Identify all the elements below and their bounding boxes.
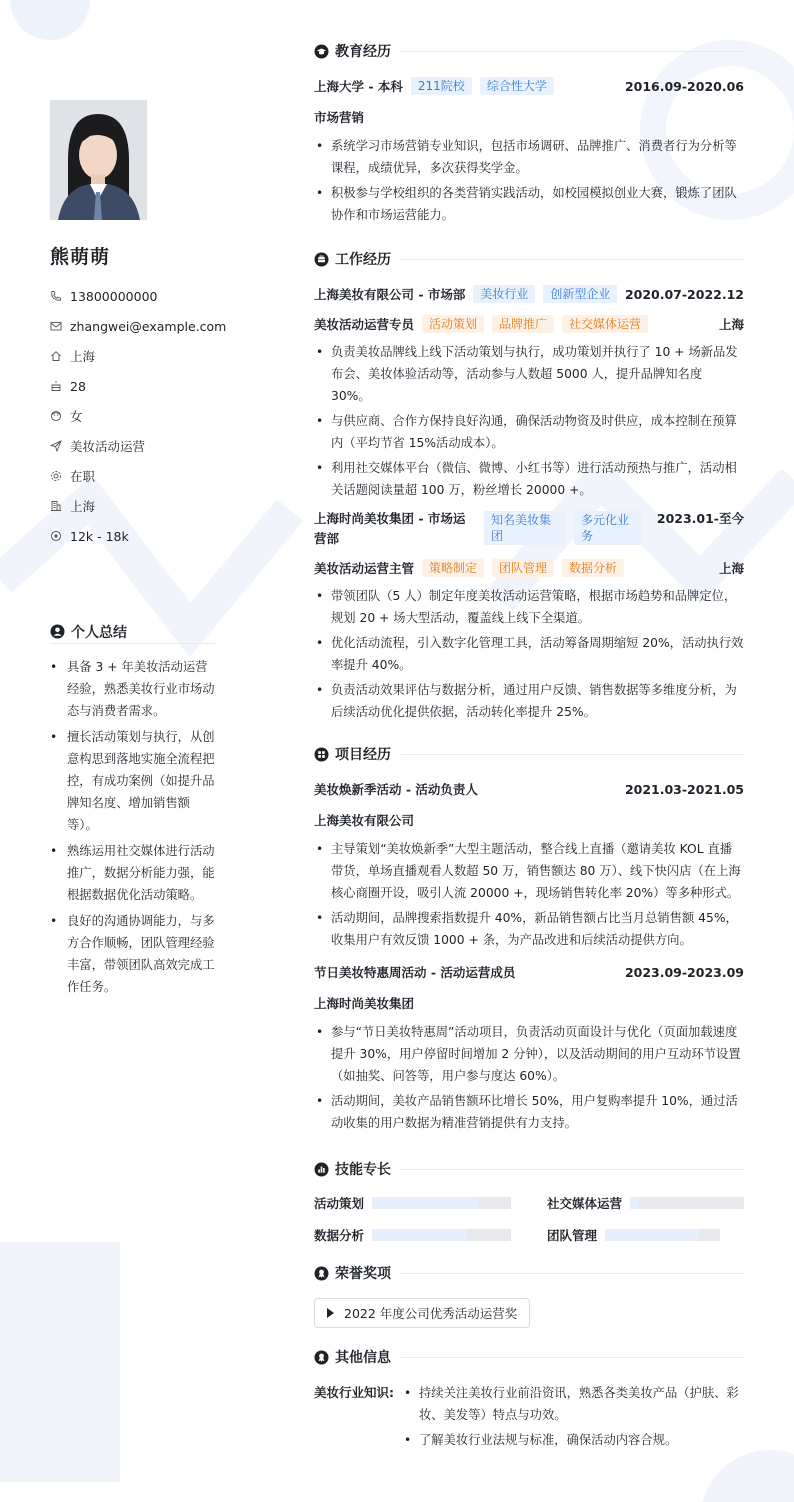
send-icon	[50, 440, 62, 452]
company-tag: 知名美妆集团	[484, 511, 566, 545]
main-content	[314, 40, 744, 1454]
profile-sidebar	[50, 100, 227, 551]
education-title-text: 教育经历	[335, 44, 391, 60]
age-icon	[50, 380, 62, 392]
list-item: • 负责活动效果评估与数据分析，通过用户反馈、销售数据等多维度分析，为后续活动优化提供依据，活动转化率提升 25%。	[314, 679, 744, 723]
list-item: • 负责美妆品牌线上线下活动策划与执行，成功策划并执行了 10 + 场新品发布会、美妆体验活动等，活动参与人数超 5000 人，提升品牌知名度 30%。	[314, 341, 744, 407]
summary-section	[50, 624, 215, 1002]
work-city-text: 上海	[70, 499, 96, 514]
status-text: 在职	[70, 469, 96, 484]
award-item	[314, 1298, 530, 1328]
graduation-cap-icon	[314, 44, 329, 59]
job-details	[314, 341, 744, 501]
gender-text: 女	[70, 409, 83, 424]
other-info-row	[314, 1382, 744, 1454]
age-text: 28	[70, 378, 86, 394]
info-age	[50, 371, 215, 401]
education-header	[314, 77, 744, 95]
project-name: 节日美妆特惠周活动 - 活动运营成员	[314, 965, 516, 980]
education-details	[314, 135, 744, 226]
project-org-row	[314, 811, 744, 829]
briefcase-icon	[314, 252, 329, 267]
job-role-row	[314, 315, 744, 333]
awards-title	[314, 1262, 744, 1284]
info-location	[50, 341, 215, 371]
skill-bar	[372, 1197, 511, 1209]
info-salary	[50, 521, 215, 551]
skill-tag: 活动策划	[422, 315, 484, 333]
list-item: • 活动期间，美妆产品销售额环比增长 50%，用户复购率提升 10%，通过活动收集的用户数据为精准营销提供有力支持。	[314, 1090, 744, 1134]
info-status	[50, 461, 215, 491]
section-divider	[401, 259, 744, 260]
skill-tag: 品牌推广	[492, 315, 554, 333]
project-org: 上海美妆有限公司	[314, 813, 415, 828]
job-role-row	[314, 559, 744, 577]
skill-name: 活动策划	[314, 1196, 365, 1211]
skill-tag: 团队管理	[492, 559, 554, 577]
location-text: 上海	[70, 349, 96, 364]
project-details	[314, 838, 744, 951]
job-role: 美妆活动运营主管	[314, 561, 415, 576]
work-title-text: 工作经历	[335, 252, 391, 268]
section-divider	[401, 51, 744, 52]
other-title	[314, 1346, 744, 1368]
skill-item	[314, 1226, 511, 1244]
candidate-name: 熊萌萌	[50, 246, 111, 268]
school-name: 上海大学 - 本科	[314, 79, 403, 94]
phone-text: 13800000000	[70, 288, 158, 304]
skill-bar	[605, 1229, 720, 1241]
section-divider	[401, 754, 744, 755]
salary-icon	[50, 530, 62, 542]
award-text: 2022 年度公司优秀活动运营奖	[344, 1306, 518, 1321]
skill-bar	[630, 1197, 744, 1209]
info-target-job	[50, 431, 215, 461]
skill-bar-fill	[630, 1197, 639, 1209]
list-item: • 了解美妆行业法规与标准，确保活动内容合规。	[402, 1429, 744, 1451]
work-title	[314, 248, 744, 270]
job-role: 美妆活动运营专员	[314, 317, 415, 332]
projects-title-text: 项目经历	[335, 747, 391, 763]
major: 市场营销	[314, 110, 365, 125]
grid-icon	[314, 747, 329, 762]
list-item: • 主导策划“美妆焕新季”大型主题活动，整合线上直播（邀请美妆 KOL 直播带货，单场直播观看人数超 50 万，销售额达 80 万）、线下快闪店（在上海核心商圈开设，吸引人流 20000 +，现场销售转化率 20%）等多种形式。	[314, 838, 744, 904]
awards-title-text: 荣誉奖项	[335, 1266, 391, 1282]
mail-icon	[50, 320, 62, 332]
job-city: 上海	[718, 317, 744, 332]
info-icon	[314, 1350, 329, 1365]
status-icon	[50, 470, 62, 482]
list-item: • 利用社交媒体平台（微信、微博、小红书等）进行活动预热与推广，活动相关话题阅读量超 100 万，粉丝增长 20000 +。	[314, 457, 744, 501]
project-period: 2021.03-2021.05	[624, 781, 744, 797]
other-details	[402, 1382, 744, 1454]
summary-title	[50, 624, 215, 644]
skill-tag: 社交媒体运营	[562, 315, 648, 333]
email-text: zhangwei@example.com	[70, 318, 227, 334]
award-icon	[314, 1266, 329, 1281]
skills-grid	[314, 1194, 744, 1244]
job-period: 2020.07-2022.12	[624, 286, 744, 302]
skills-title	[314, 1158, 744, 1180]
salary-text: 12k - 18k	[70, 528, 129, 544]
summary-title-text: 个人总结	[71, 624, 127, 641]
gender-icon	[50, 410, 62, 422]
skill-name: 社交媒体运营	[547, 1196, 623, 1211]
project-details	[314, 1021, 744, 1134]
bar-chart-icon	[314, 1162, 329, 1177]
list-item: • 优化活动流程，引入数字化管理工具，活动筹备周期缩短 20%，活动执行效率提升 40%。	[314, 632, 744, 676]
section-divider	[401, 1357, 744, 1358]
skill-bar-fill	[372, 1229, 467, 1241]
company-name: 上海时尚美妆集团 - 市场运营部	[314, 511, 466, 546]
decor-circle-bottom	[700, 1450, 794, 1502]
list-item: • 具备 3 + 年美妆活动运营经验，熟悉美妆行业市场动态与消费者需求。	[50, 656, 215, 722]
skill-name: 团队管理	[547, 1228, 598, 1243]
job-header	[314, 509, 744, 549]
list-item: • 带领团队（5 人）制定年度美妆活动运营策略，根据市场趋势和品牌定位，规划 20 + 场大型活动，覆盖线上线下全渠道。	[314, 585, 744, 629]
skill-bar-fill	[372, 1197, 479, 1209]
info-phone	[50, 281, 215, 311]
skill-item	[314, 1194, 511, 1212]
education-title	[314, 40, 744, 62]
list-item: • 活动期间，品牌搜索指数提升 40%，新品销售额占比当月总销售额 45%，收集用户有效反馈 1000 + 条，为产品改进和后续活动提供方向。	[314, 907, 744, 951]
skill-tag: 数据分析	[562, 559, 624, 577]
job-details	[314, 585, 744, 723]
section-divider	[401, 1273, 744, 1274]
education-period: 2016.09-2020.06	[624, 78, 744, 94]
school-tag: 综合性大学	[480, 77, 554, 95]
project-header	[314, 963, 744, 981]
decor-rect	[0, 1242, 120, 1482]
school-tag: 211院校	[411, 77, 472, 95]
phone-icon	[50, 290, 62, 302]
project-period: 2023.09-2023.09	[624, 964, 744, 980]
user-circle-icon	[50, 624, 65, 639]
building-icon	[50, 500, 62, 512]
job-period: 2023.01-至今	[656, 511, 744, 526]
decor-circle	[10, 0, 90, 40]
project-header	[314, 780, 744, 798]
company-tag: 美妆行业	[473, 285, 535, 303]
list-item: • 熟练运用社交媒体进行活动推广，数据分析能力强，能根据数据优化活动策略。	[50, 840, 215, 906]
project-name: 美妆焕新季活动 - 活动负责人	[314, 782, 478, 797]
summary-list	[50, 656, 215, 998]
job-header	[314, 285, 744, 303]
project-org: 上海时尚美妆集团	[314, 996, 415, 1011]
list-item: • 系统学习市场营销专业知识，包括市场调研、品牌推广、消费者行为分析等课程，成绩优异，多次获得奖学金。	[314, 135, 744, 179]
skill-bar	[372, 1229, 511, 1241]
list-item: • 参与“节日美妆特惠周”活动项目，负责活动页面设计与优化（页面加载速度提升 30%，用户停留时间增加 2 分钟），以及活动期间的用户互动环节设置（如抽奖、问答等，用户参与度达 60%）。	[314, 1021, 744, 1087]
projects-title	[314, 743, 744, 765]
other-label: 美妆行业知识:	[314, 1385, 394, 1400]
skill-tag: 策略制定	[422, 559, 484, 577]
list-item: • 积极参与学校组织的各类营销实践活动，如校园模拟创业大赛，锻炼了团队协作和市场运营能力。	[314, 182, 744, 226]
section-divider	[401, 1169, 744, 1170]
triangle-right-icon	[327, 1308, 334, 1318]
company-tag: 创新型企业	[543, 285, 617, 303]
company-tag: 多元化业务	[574, 511, 642, 545]
skill-item	[547, 1226, 744, 1244]
skill-name: 数据分析	[314, 1228, 365, 1243]
info-email	[50, 311, 227, 341]
info-work-city	[50, 491, 215, 521]
target-job-text: 美妆活动运营	[70, 439, 146, 454]
company-name: 上海美妆有限公司 - 市场部	[314, 287, 466, 302]
list-item: • 与供应商、合作方保持良好沟通，确保活动物资及时供应，成本控制在预算内（平均节省 15%活动成本）。	[314, 410, 744, 454]
education-major-row	[314, 108, 744, 126]
skill-bar-fill	[605, 1229, 699, 1241]
home-icon	[50, 350, 62, 362]
job-city: 上海	[718, 561, 744, 576]
project-org-row	[314, 994, 744, 1012]
list-item: • 良好的沟通协调能力，与多方合作顺畅，团队管理经验丰富，带领团队高效完成工作任务。	[50, 910, 215, 998]
skill-item	[547, 1194, 744, 1212]
list-item: • 持续关注美妆行业前沿资讯，熟悉各类美妆产品（护肤、彩妆、美发等）特点与功效。	[402, 1382, 744, 1426]
other-title-text: 其他信息	[335, 1350, 391, 1366]
avatar	[50, 100, 147, 220]
list-item: • 擅长活动策划与执行，从创意构思到落地实施全流程把控，有成功案例（如提升品牌知名度、增加销售额等）。	[50, 726, 215, 836]
contact-info-list	[50, 281, 227, 551]
skills-title-text: 技能专长	[335, 1162, 391, 1178]
info-gender	[50, 401, 215, 431]
